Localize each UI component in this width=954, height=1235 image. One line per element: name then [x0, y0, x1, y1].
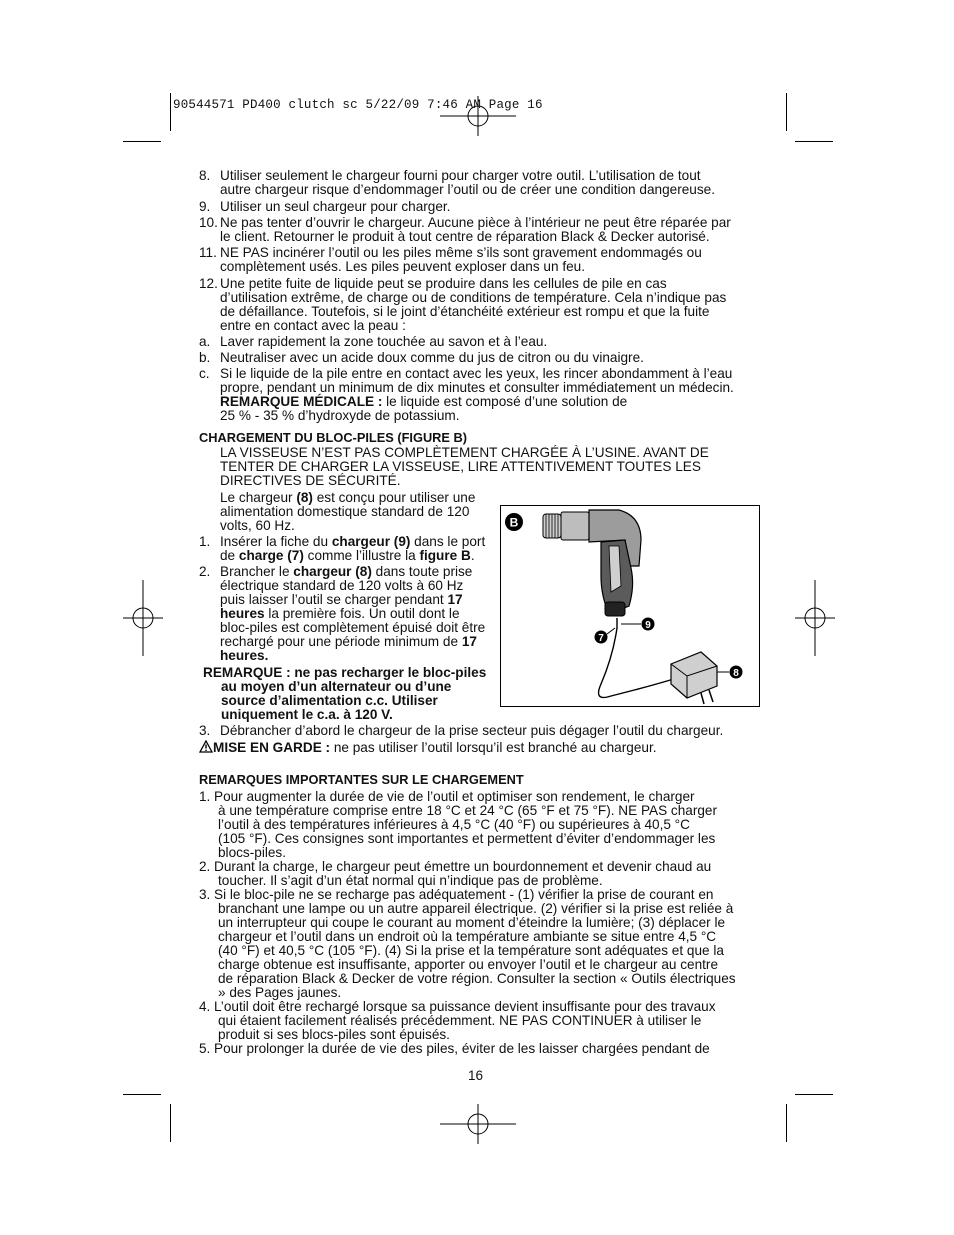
- section-title: REMARQUES IMPORTANTES SUR LE CHARGEMENT: [199, 772, 524, 787]
- drill-charger-illustration: [501, 506, 759, 706]
- registration-mark-right: [795, 580, 835, 656]
- remarque-note: REMARQUE : ne pas recharger le bloc-piles au moyen d’un alternateur ou d’une source d’alimentation c.c. Utiliser uniquement le c.a. à 120 V.: [203, 665, 487, 722]
- section-title: CHARGEMENT DU BLOC-PILES (FIGURE B): [199, 430, 468, 445]
- registration-mark-bottom: [440, 1104, 516, 1144]
- crop-mark: [170, 93, 171, 131]
- figure-b: [500, 505, 760, 707]
- crop-mark: [795, 1094, 833, 1095]
- remarque-medicale-label: REMARQUE MÉDICALE :: [220, 394, 383, 409]
- crop-mark: [170, 1104, 171, 1142]
- crop-mark: [786, 1104, 787, 1142]
- crop-mark: [795, 141, 833, 142]
- page-number: 16: [468, 1068, 484, 1083]
- label-8: 8: [733, 668, 739, 679]
- warning-triangle-icon: [199, 740, 213, 753]
- crop-mark: [123, 141, 161, 142]
- registration-mark-left: [123, 580, 163, 656]
- label-7: 7: [598, 633, 604, 644]
- caps-warning: LA VISSEUSE N’EST PAS COMPLÈTEMENT CHARGÉE À L’USINE. AVANT DE TENTER DE CHARGER LA VISSEUSE, LIRE ATTENTIVEMENT TOUTES LES DIRECTIVES DE SÉCURITÉ.: [220, 445, 709, 488]
- charger-intro: Le chargeur (8) est conçu pour utiliser une alimentation domestique standard de 120 volts, 60 Hz.: [220, 490, 476, 533]
- warning-line: MISE EN GARDE : ne pas utiliser l’outil lorsqu’il est branché au chargeur.: [199, 740, 657, 755]
- print-slug: 90544571 PD400 clutch sc 5/22/09 7:46 AM Page 16: [173, 98, 543, 112]
- label-9: 9: [645, 620, 651, 631]
- crop-mark: [786, 93, 787, 131]
- figure-letter: B: [509, 515, 519, 530]
- crop-mark: [123, 1094, 161, 1095]
